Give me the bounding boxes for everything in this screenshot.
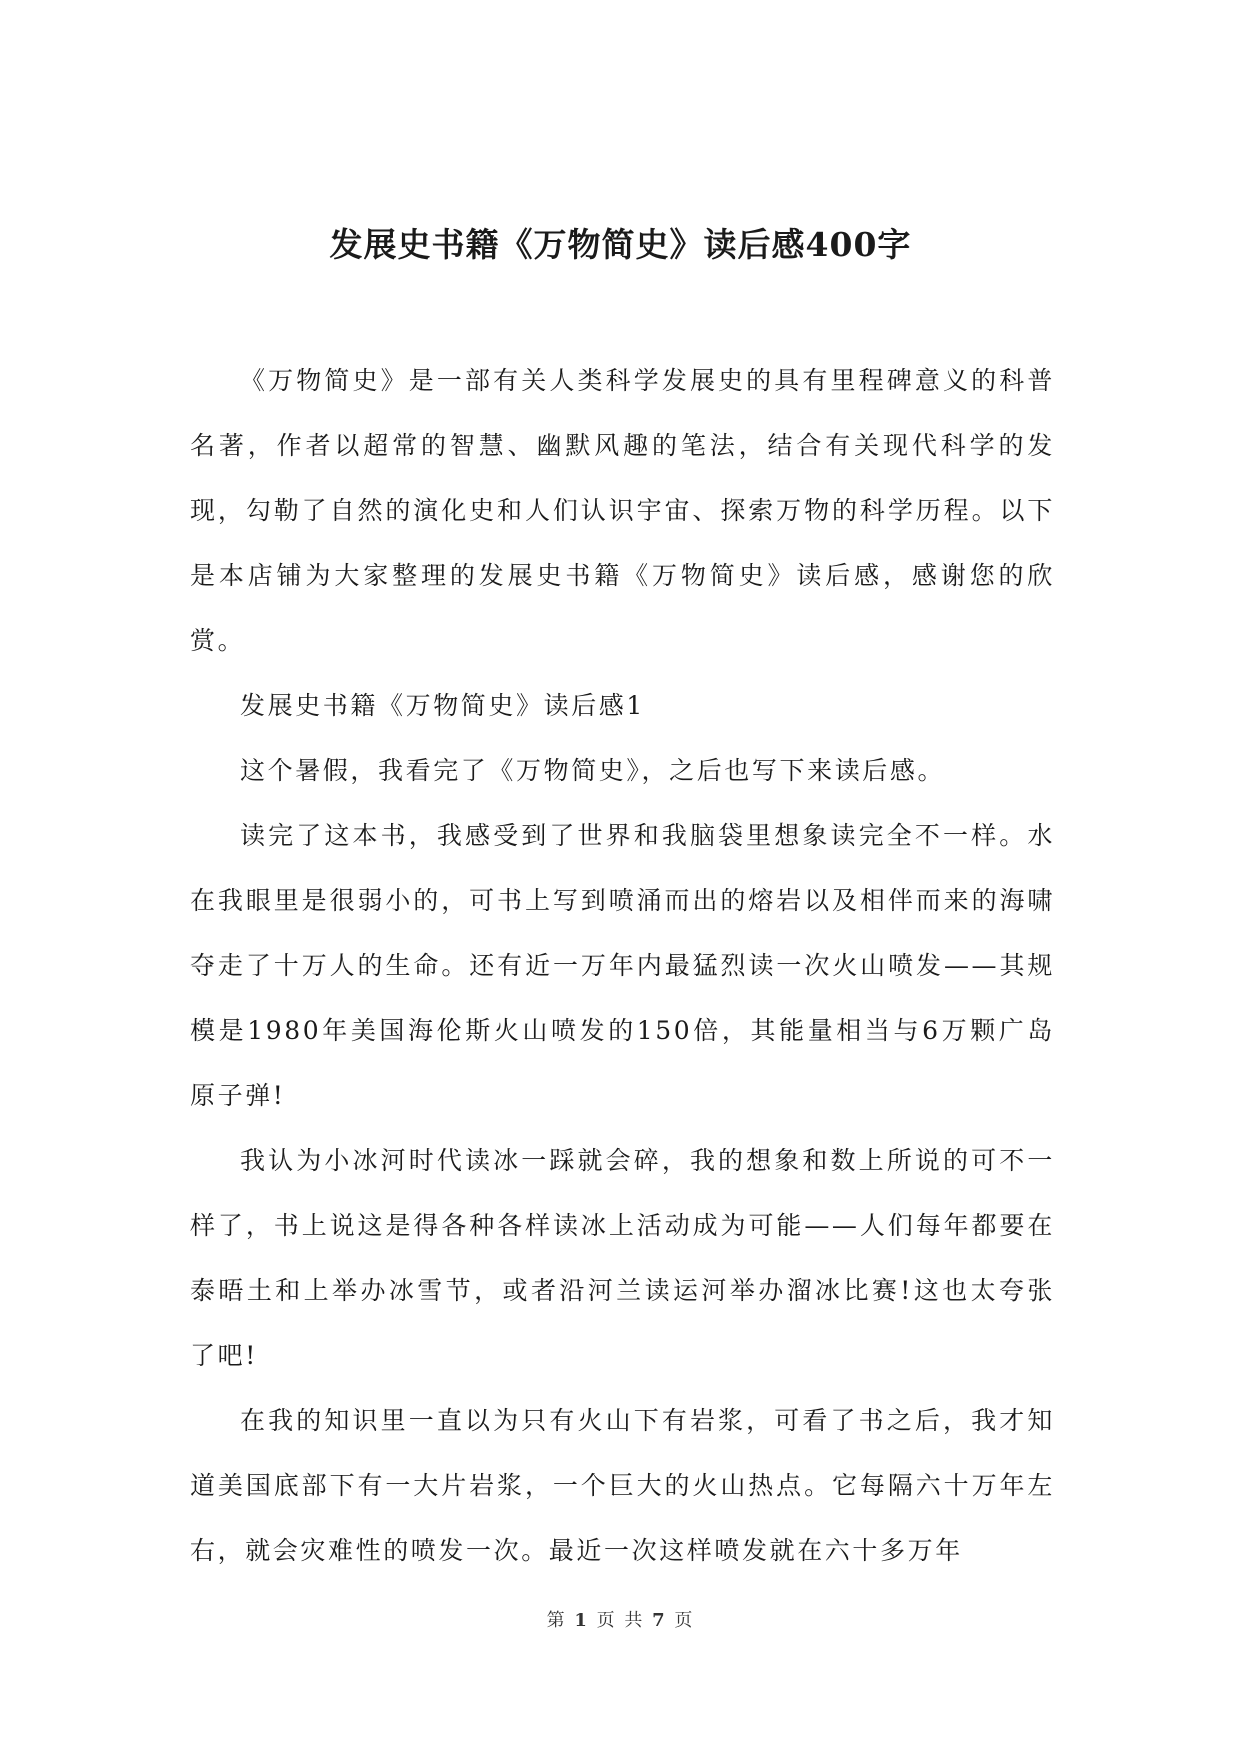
footer-suffix: 页 [674,1610,695,1631]
document-body [190,348,1055,1583]
paragraph: 读完了这本书，我感受到了世界和我脑袋里想象读完全不一样。水在我眼里是很弱小的，可书上写到喷涌而出的熔岩以及相伴而来的海啸夺走了十万人的生命。还有近一万年内最猛烈读一次火山喷发——其规模是1980年美国海伦斯火山喷发的150倍，其能量相当与6万颗广岛原子弹! [190,821,1055,1110]
footer-prefix: 第 [546,1610,567,1631]
current-page-number: 1 [574,1610,589,1631]
paragraph: 在我的知识里一直以为只有火山下有岩浆，可看了书之后，我才知道美国底部下有一大片岩浆，一个巨大的火山热点。它每隔六十万年左右，就会灾难性的喷发一次。最近一次这样喷发就在六十多万年 [190,1406,1055,1565]
paragraph: 我认为小冰河时代读冰一踩就会碎，我的想象和数上所说的可不一样了，书上说这是得各种各样读冰上活动成为可能——人们每年都要在泰晤土和上举办冰雪节，或者沿河兰读运河举办溜冰比赛!这也太夸张了吧! [190,1146,1055,1370]
document-title: 发展史书籍《万物简史》读后感400字 [329,225,912,264]
paragraph: 这个暑假，我看完了《万物简史》，之后也写下来读后感。 [240,756,946,785]
footer-middle: 页 共 [596,1610,645,1631]
page-footer [0,1606,1241,1632]
paragraph-intro: 《万物简史》是一部有关人类科学发展史的具有里程碑意义的科普名著，作者以超常的智慧、幽默风趣的笔法，结合有关现代科学的发现，勾勒了自然的演化史和人们认识宇宙、探索万物的科学历程。以下是本店铺为大家整理的发展史书籍《万物简史》读后感，感谢您的欣赏。 [190,366,1055,655]
total-pages-number: 7 [652,1610,667,1631]
section-heading: 发展史书籍《万物简史》读后感1 [240,691,645,720]
